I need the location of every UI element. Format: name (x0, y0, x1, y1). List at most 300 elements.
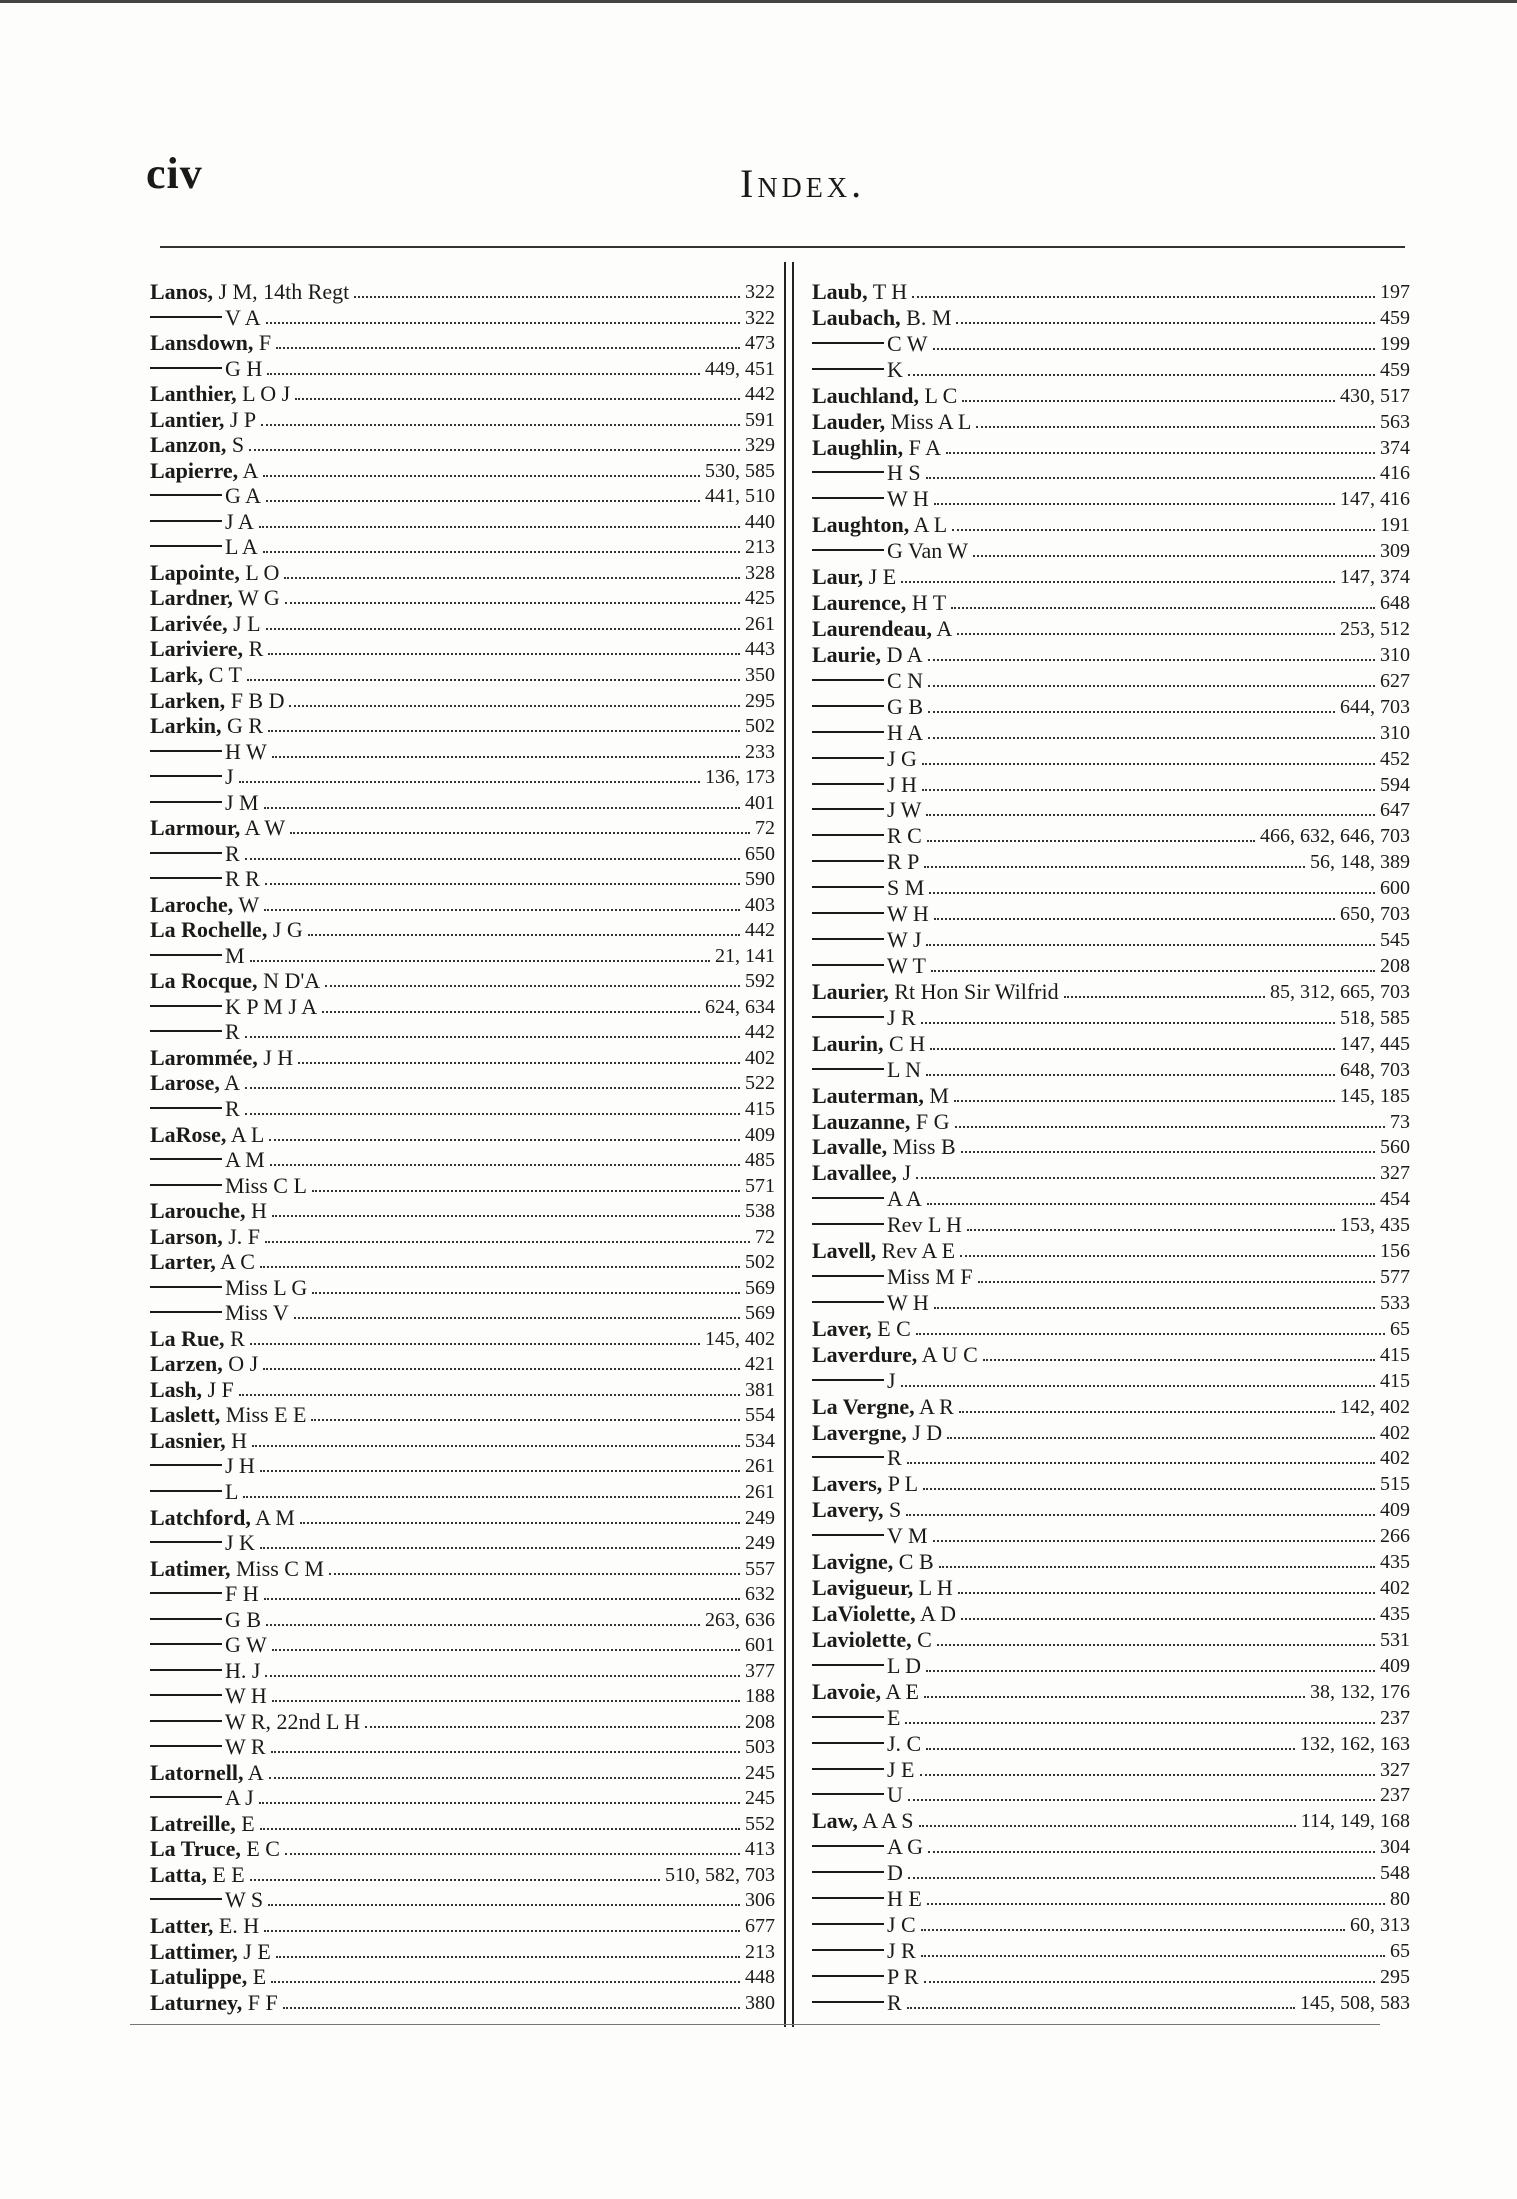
entry-name (812, 617, 952, 641)
entry-pages: 440 (745, 510, 775, 533)
entry-pages: 503 (745, 1736, 775, 1759)
ditto-dash (812, 1223, 884, 1225)
entry-surname: Latchford, (150, 1504, 251, 1530)
entry-name (812, 1602, 956, 1626)
dot-leader (263, 1368, 740, 1370)
entry-surname: Lardner, (150, 585, 233, 611)
dot-leader (290, 832, 750, 834)
entry-given-name: H T (911, 590, 947, 616)
dot-leader (956, 322, 1375, 324)
index-entry (812, 617, 1410, 641)
entry-pages: 466, 632, 646, 703 (1260, 825, 1410, 848)
entry-pages: 459 (1380, 358, 1410, 381)
entry-name (812, 1421, 942, 1445)
entry-name (150, 1684, 267, 1708)
entry-surname: Lauterman, (812, 1082, 924, 1108)
index-entry (812, 1861, 1410, 1885)
dot-leader (298, 1062, 740, 1064)
entry-pages: 310 (1380, 721, 1410, 744)
entry-surname: Larose, (150, 1070, 220, 1096)
index-entry (150, 765, 775, 789)
index-entry (150, 1429, 775, 1453)
entry-pages: 402 (1380, 1447, 1410, 1470)
entry-name (150, 740, 267, 764)
ditto-dash (812, 679, 884, 681)
entry-given-name: H (251, 1198, 267, 1224)
entry-given-name: K (887, 356, 903, 382)
entry-given-name: F B D (230, 687, 285, 713)
index-entry (812, 1498, 1410, 1522)
entry-name (812, 358, 903, 382)
index-entry (812, 824, 1410, 848)
entry-name (812, 695, 923, 719)
index-entry (150, 1608, 775, 1632)
dot-leader (249, 449, 740, 451)
entry-given-name: J K (225, 1530, 255, 1556)
index-entry (812, 773, 1410, 797)
entry-given-name: J E (868, 564, 897, 590)
index-entry (812, 1991, 1410, 2015)
entry-pages: 415 (1380, 1343, 1410, 1366)
entry-given-name: F A (908, 434, 942, 460)
entry-given-name: H. J (225, 1657, 261, 1683)
entry-pages: 554 (745, 1404, 775, 1427)
ditto-dash (812, 757, 884, 759)
index-entry (150, 1991, 775, 2015)
ditto-dash (150, 367, 222, 369)
index-entry (150, 1837, 775, 1861)
entry-given-name: L O (245, 559, 280, 585)
entry-name (150, 1097, 240, 1121)
entry-name (812, 980, 1059, 1004)
index-entry (150, 331, 775, 355)
entry-name (812, 1291, 929, 1315)
entry-surname: Laubach, (812, 304, 901, 330)
entry-name (150, 689, 284, 713)
dot-leader (272, 1649, 740, 1651)
entry-surname: Lanzon, (150, 432, 227, 458)
entry-name (150, 612, 261, 636)
entry-name (150, 1378, 234, 1402)
dot-leader (260, 1470, 740, 1472)
entry-name (150, 382, 290, 406)
entry-given-name: L C (924, 382, 958, 408)
entry-surname: Latornell, (150, 1759, 244, 1785)
ditto-dash (812, 1742, 884, 1744)
entry-pages: 65 (1390, 1940, 1410, 1962)
dot-leader (276, 1956, 740, 1958)
entry-given-name: J (225, 764, 234, 790)
dot-leader (928, 685, 1375, 687)
entry-name (150, 1837, 280, 1861)
top-border (0, 0, 1517, 3)
entry-surname: Laughlin, (812, 434, 904, 460)
entry-pages: 594 (1380, 773, 1410, 796)
index-entry (150, 586, 775, 610)
dot-leader (276, 347, 740, 349)
entry-surname: Laub, (812, 279, 868, 304)
entry-surname: LaViolette, (812, 1601, 916, 1627)
dot-leader (329, 1573, 740, 1575)
dot-leader (921, 1955, 1385, 1957)
entry-pages: 80 (1390, 1888, 1410, 1911)
entry-pages: 295 (1380, 1965, 1410, 1988)
entry-name (812, 747, 917, 771)
index-entry (150, 382, 775, 406)
dot-leader (264, 909, 740, 911)
dot-leader (271, 1751, 740, 1753)
entry-given-name: C H (889, 1030, 926, 1056)
entry-pages: 647 (1380, 799, 1410, 822)
dot-leader (261, 424, 740, 426)
entry-surname: Latimer, (150, 1555, 231, 1581)
dot-leader (926, 944, 1375, 946)
entry-surname: Lauder, (812, 408, 886, 434)
entry-pages: 442 (745, 919, 775, 942)
entry-surname: Laver, (812, 1315, 872, 1341)
entry-surname: Latreille, (150, 1810, 236, 1836)
entry-given-name: A G (887, 1834, 924, 1860)
index-entry (812, 850, 1410, 874)
entry-surname: Lasnier, (150, 1427, 226, 1453)
entry-given-name: R P (887, 849, 920, 875)
index-entry (150, 842, 775, 866)
entry-given-name: J (902, 1160, 911, 1186)
entry-pages: 21, 141 (715, 944, 775, 967)
entry-pages: 454 (1380, 1188, 1410, 1211)
entry-name (812, 1213, 962, 1237)
dot-leader (269, 1777, 740, 1779)
entry-name (150, 1327, 245, 1351)
dot-leader (260, 1547, 740, 1549)
entry-pages: 132, 162, 163 (1300, 1732, 1410, 1755)
entry-given-name: E C (246, 1836, 280, 1862)
entry-given-name: G B (225, 1606, 262, 1632)
entry-pages: 415 (1380, 1369, 1410, 1392)
entry-given-name: W (238, 891, 260, 917)
entry-pages: 403 (745, 893, 775, 916)
dot-leader (245, 1036, 740, 1038)
ditto-dash (150, 1720, 222, 1722)
entry-name (150, 1403, 306, 1427)
dot-leader (951, 607, 1375, 609)
index-entry (812, 384, 1410, 408)
dot-leader (929, 892, 1375, 894)
ditto-dash (150, 545, 222, 547)
entry-pages: 72 (755, 817, 775, 840)
dot-leader (978, 1281, 1375, 1283)
entry-given-name: L A (225, 534, 258, 560)
entry-name (150, 408, 256, 432)
entry-given-name: A C (220, 1249, 255, 1275)
index-entry (150, 1327, 775, 1351)
index-entry (150, 1633, 775, 1657)
dot-leader (266, 628, 740, 630)
index-entry (150, 1812, 775, 1836)
ditto-dash (812, 1923, 884, 1925)
dot-leader (239, 781, 700, 783)
ditto-dash (812, 1068, 884, 1070)
ditto-dash (150, 1669, 222, 1671)
entry-given-name: J D (912, 1419, 943, 1445)
footer-rule (130, 2024, 1380, 2025)
index-entry (812, 1369, 1410, 1393)
entry-pages: 443 (745, 638, 775, 661)
entry-pages: 350 (745, 663, 775, 686)
entry-surname: Law, (812, 1808, 858, 1834)
entry-name (150, 1148, 265, 1172)
entry-pages: 60, 313 (1350, 1914, 1410, 1937)
index-entry (812, 1265, 1410, 1289)
dot-leader (294, 1317, 740, 1319)
entry-surname: Laurence, (812, 590, 907, 616)
entry-pages: 533 (1380, 1291, 1410, 1314)
entry-given-name: C N (887, 667, 924, 693)
entry-name (150, 561, 279, 585)
dot-leader (961, 1151, 1375, 1153)
ditto-dash (150, 1464, 222, 1466)
entry-pages: 648 (1380, 592, 1410, 615)
entry-name (812, 461, 921, 485)
entry-name (150, 1888, 263, 1912)
index-entry (150, 1914, 775, 1938)
entry-given-name: E (252, 1964, 267, 1990)
entry-name (812, 1576, 953, 1600)
entry-name (812, 1446, 902, 1470)
entry-given-name: W H (887, 486, 929, 512)
entry-name (150, 1352, 258, 1376)
dot-leader (934, 1307, 1375, 1309)
index-entry (150, 637, 775, 661)
entry-name (812, 1187, 922, 1211)
entry-given-name: R (225, 1096, 240, 1121)
entry-given-name: Rt Hon Sir Wilfrid (894, 978, 1059, 1004)
entry-name (812, 1369, 896, 1393)
dot-leader (311, 1419, 740, 1421)
index-entry (812, 513, 1410, 537)
index-entry (812, 1887, 1410, 1911)
index-entry (150, 1097, 775, 1121)
entry-pages: 430, 517 (1340, 384, 1410, 407)
dot-leader (283, 2007, 740, 2009)
entry-pages: 409 (1380, 1499, 1410, 1522)
dot-leader (973, 555, 1375, 557)
entry-given-name: J E (243, 1938, 271, 1964)
entry-given-name: S (231, 432, 245, 458)
entry-pages: 442 (745, 1021, 775, 1044)
entry-pages: 147, 445 (1340, 1032, 1410, 1055)
entry-name (150, 459, 258, 483)
index-entry (812, 1835, 1410, 1859)
index-entry (812, 1550, 1410, 1574)
dot-leader (916, 1177, 1375, 1179)
entry-pages: 38, 132, 176 (1310, 1680, 1410, 1703)
dot-leader (259, 526, 740, 528)
index-entry (812, 1680, 1410, 1704)
entry-pages: 249 (745, 1532, 775, 1555)
entry-given-name: E C (877, 1315, 911, 1341)
dot-leader (250, 1343, 700, 1345)
ditto-dash (150, 750, 222, 752)
dot-leader (300, 1522, 740, 1524)
dot-leader (923, 1488, 1375, 1490)
entry-name (150, 1633, 267, 1657)
index-entry (150, 280, 775, 304)
entry-surname: Lauzanne, (812, 1108, 911, 1134)
entry-given-name: G B (887, 693, 924, 719)
entry-given-name: A M (225, 1147, 265, 1173)
index-entry (150, 484, 775, 508)
entry-pages: 452 (1380, 747, 1410, 770)
dot-leader (955, 1126, 1385, 1128)
entry-surname: Latter, (150, 1913, 214, 1938)
ditto-dash (812, 860, 884, 862)
entry-name (812, 1783, 903, 1807)
entry-given-name: K P M J A (225, 993, 318, 1019)
index-entry (812, 1032, 1410, 1056)
entry-name (150, 510, 254, 534)
entry-name (150, 357, 262, 381)
entry-given-name: J A (225, 508, 254, 534)
entry-name (150, 1608, 261, 1632)
ditto-dash (812, 1275, 884, 1277)
index-entry (812, 1239, 1410, 1263)
dot-leader (908, 1877, 1375, 1879)
entry-pages: 208 (1380, 954, 1410, 977)
index-entry (812, 1602, 1410, 1626)
entry-name (812, 1498, 901, 1522)
entry-pages: 577 (1380, 1266, 1410, 1289)
dot-leader (934, 503, 1335, 505)
dot-leader (908, 1799, 1375, 1801)
entry-name (150, 1250, 255, 1274)
entry-pages: 448 (745, 1966, 775, 1989)
index-entry (812, 410, 1410, 434)
entry-name (150, 867, 260, 891)
entry-pages: 72 (755, 1225, 775, 1248)
dot-leader (983, 1359, 1375, 1361)
entry-pages: 425 (745, 587, 775, 610)
dot-leader (268, 730, 740, 732)
entry-pages: 213 (745, 1940, 775, 1963)
entry-pages: 213 (745, 536, 775, 559)
ditto-dash (812, 471, 884, 473)
entry-pages: 145, 402 (705, 1327, 775, 1350)
entry-pages: 380 (745, 1991, 775, 2014)
entry-given-name: G Van W (887, 538, 969, 564)
entry-pages: 600 (1380, 877, 1410, 900)
dot-leader (272, 1215, 740, 1217)
dot-leader (245, 1087, 740, 1089)
index-entry (150, 1557, 775, 1581)
ditto-dash (812, 342, 884, 344)
dot-leader (927, 1203, 1375, 1205)
entry-surname: Laurie, (812, 641, 882, 667)
index-entry (150, 944, 775, 968)
dot-leader (365, 1726, 740, 1728)
entry-given-name: R C (887, 823, 922, 849)
entry-pages: 548 (1380, 1862, 1410, 1885)
index-entry (150, 918, 775, 942)
entry-pages: 485 (745, 1149, 775, 1172)
ditto-dash (150, 316, 222, 318)
dot-leader (289, 705, 740, 707)
entry-name (812, 1706, 900, 1730)
entry-name (812, 928, 921, 952)
entry-pages: 534 (745, 1429, 775, 1452)
index-entry (812, 643, 1410, 667)
index-entry (812, 436, 1410, 460)
index-entry (150, 969, 775, 993)
ditto-dash (150, 877, 222, 879)
entry-name (150, 306, 261, 330)
entry-name (150, 765, 234, 789)
dot-leader (961, 1618, 1375, 1620)
entry-pages: 545 (1380, 929, 1410, 952)
entry-surname: Latta, (150, 1861, 207, 1887)
entry-given-name: S M (887, 875, 925, 901)
entry-name (150, 1454, 255, 1478)
entry-given-name: J G (272, 917, 303, 943)
dot-leader (907, 1462, 1375, 1464)
index-entry (150, 1786, 775, 1810)
entry-pages: 591 (745, 408, 775, 431)
dot-leader (295, 398, 740, 400)
entry-pages: 295 (745, 689, 775, 712)
ditto-dash (812, 705, 884, 707)
index-entry (150, 1965, 775, 1989)
entry-name (812, 513, 947, 537)
entry-given-name: J L (233, 610, 261, 636)
entry-surname: Larouche, (150, 1198, 246, 1224)
entry-given-name: H (231, 1427, 247, 1453)
entry-surname: Larmour, (150, 815, 241, 841)
entry-given-name: R (887, 1445, 902, 1471)
ditto-dash (812, 1845, 884, 1847)
entry-surname: Laur, (812, 564, 864, 590)
entry-surname: Larzen, (150, 1351, 223, 1377)
entry-given-name: L H (918, 1575, 953, 1601)
entry-surname: Lapointe, (150, 559, 240, 585)
entry-given-name: Rev A E (881, 1238, 956, 1264)
dot-leader (272, 1700, 740, 1702)
entry-surname: Lavery, (812, 1497, 884, 1523)
ditto-dash (150, 1898, 222, 1900)
entry-pages: 402 (1380, 1577, 1410, 1600)
entry-name (150, 1991, 278, 2015)
entry-given-name: H W (225, 738, 267, 764)
index-entry (150, 995, 775, 1019)
ditto-dash (812, 1716, 884, 1718)
entry-pages: 435 (1380, 1551, 1410, 1574)
entry-pages: 73 (1390, 1110, 1410, 1133)
index-entry (812, 1446, 1410, 1470)
entry-name (150, 1301, 289, 1325)
index-entry (812, 1732, 1410, 1756)
entry-name (812, 1887, 922, 1911)
ditto-dash (150, 494, 222, 496)
index-entry (150, 1276, 775, 1300)
dot-leader (250, 960, 710, 962)
entry-name (812, 773, 917, 797)
entry-surname: Lavigne, (812, 1549, 894, 1575)
index-entry (812, 539, 1410, 563)
entry-given-name: T H (872, 279, 908, 304)
index-entry (812, 1161, 1410, 1185)
entry-pages: 237 (1380, 1706, 1410, 1729)
ditto-dash (150, 520, 222, 522)
entry-name (812, 1395, 954, 1419)
